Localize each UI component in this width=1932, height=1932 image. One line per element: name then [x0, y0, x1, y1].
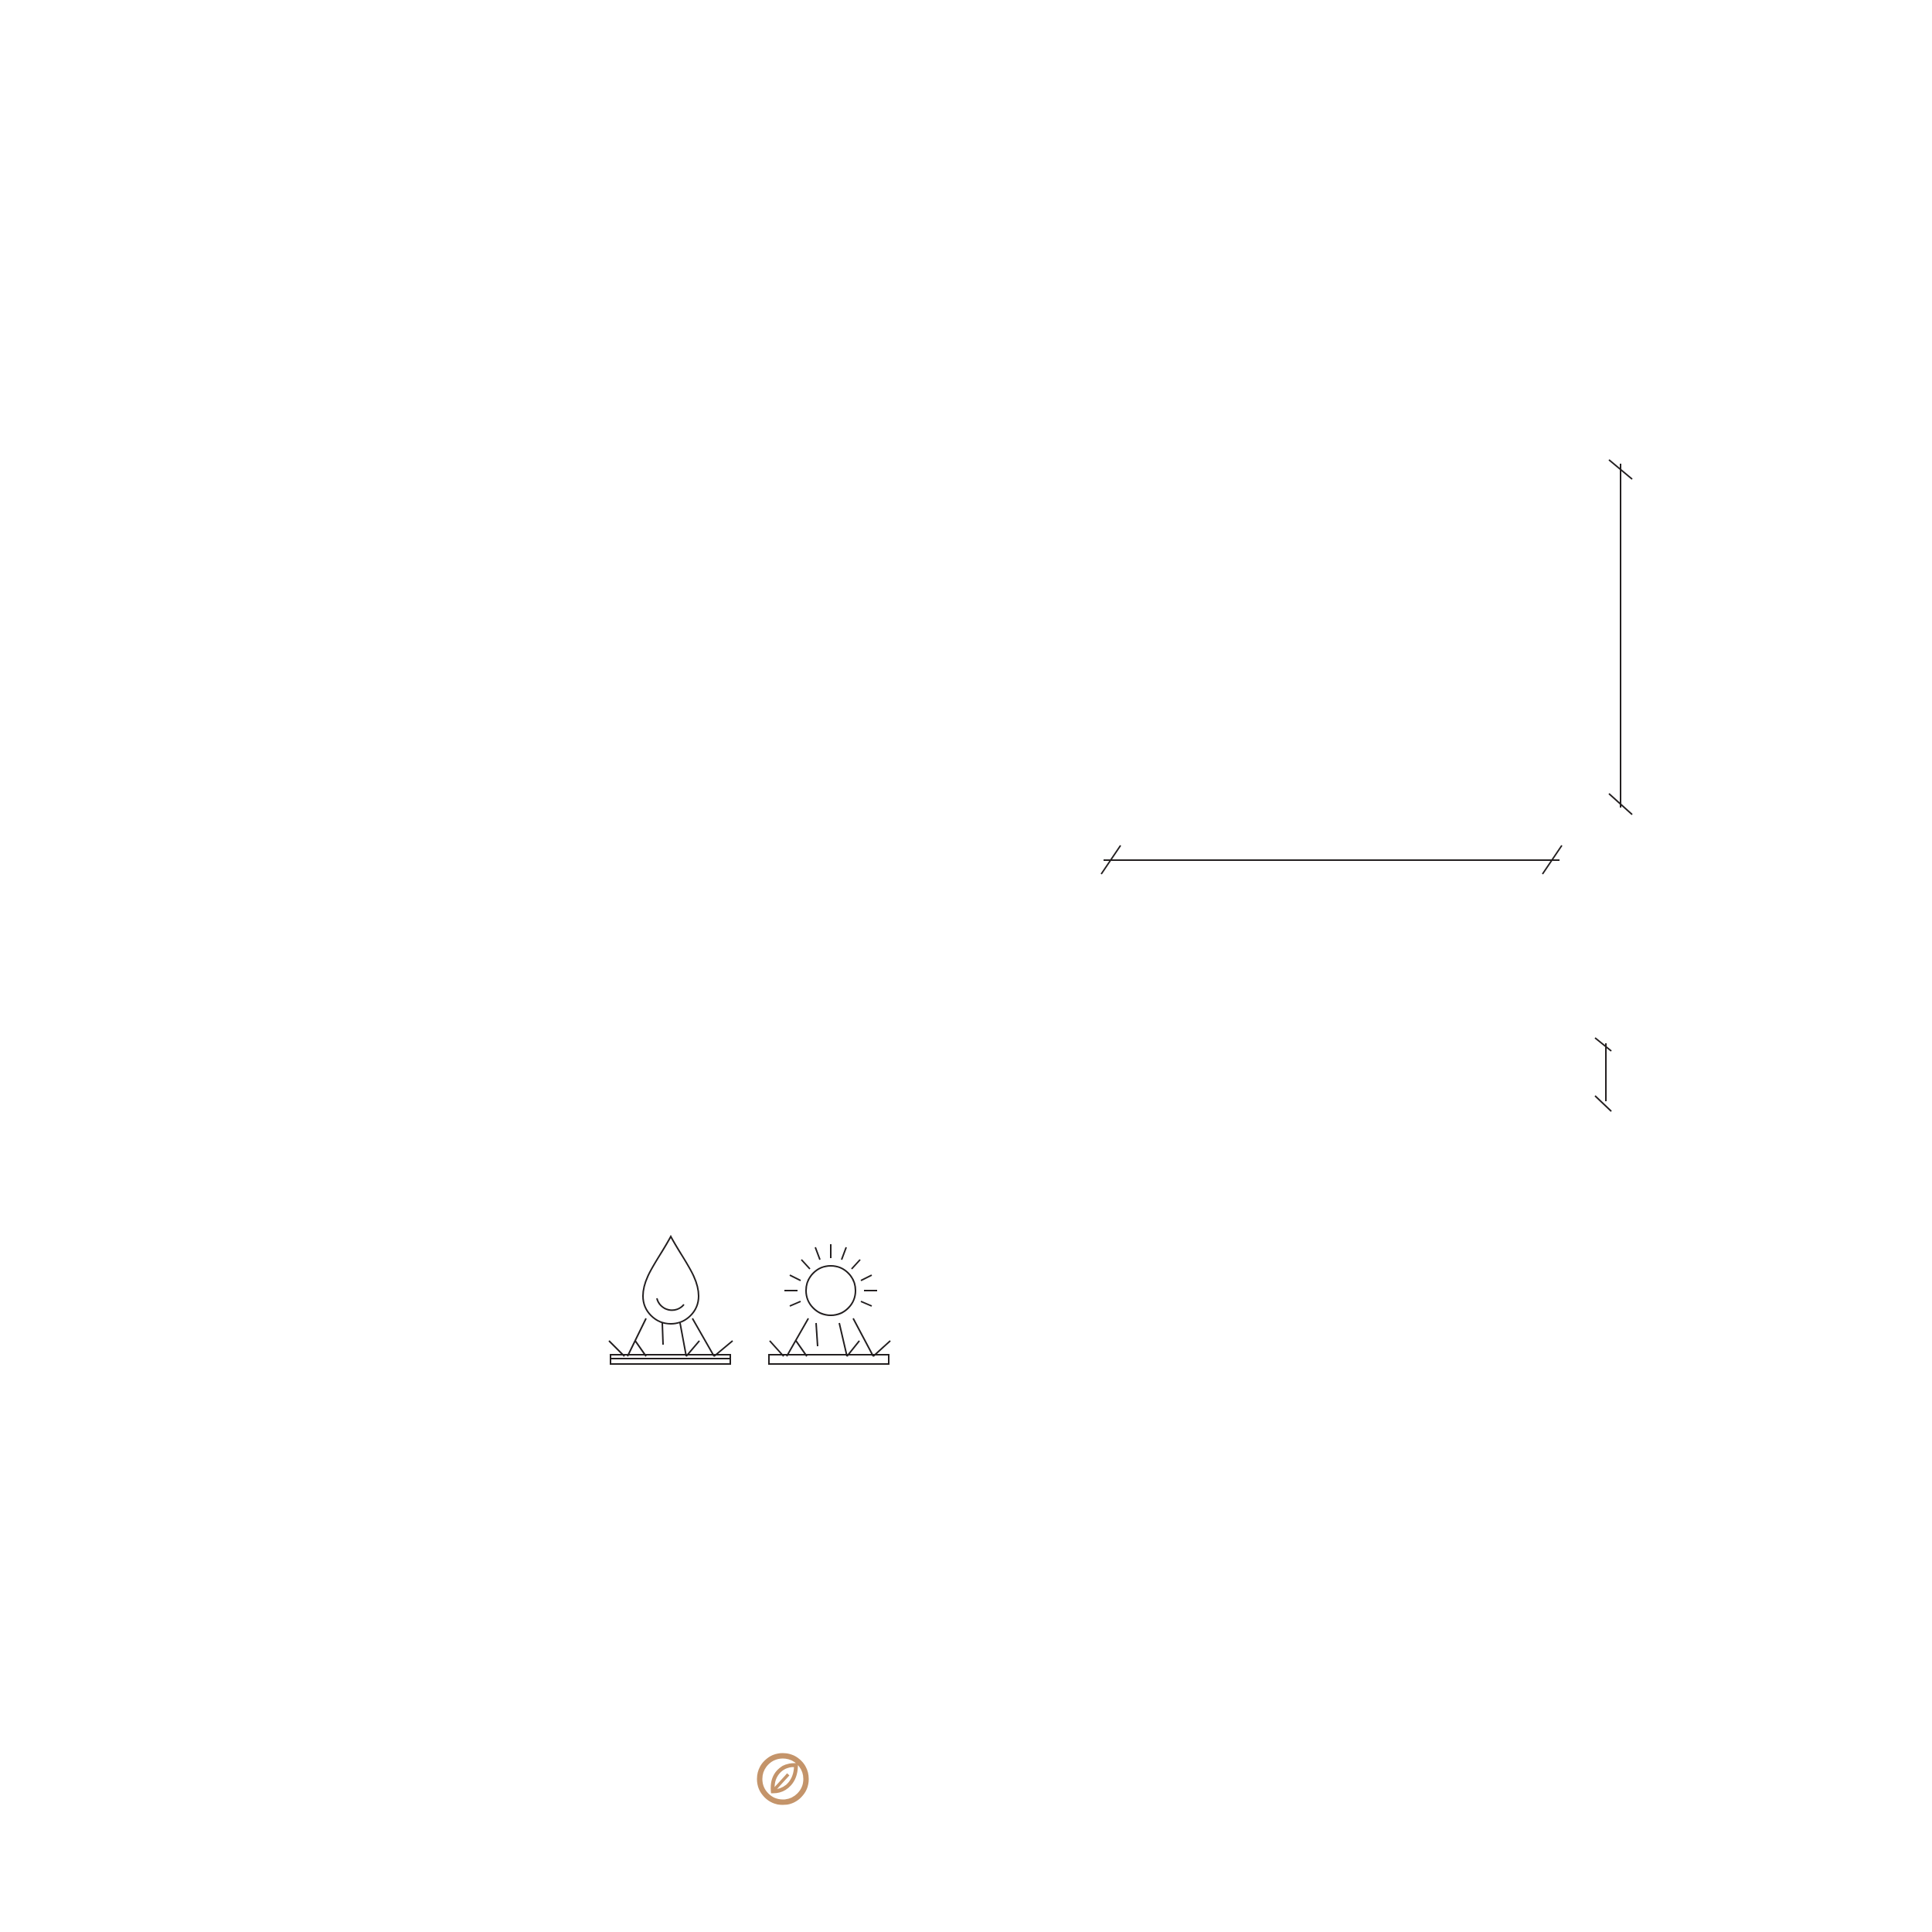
uv-resistant-icon	[769, 1244, 890, 1364]
weight-row	[179, 1246, 186, 1277]
product-specs	[179, 1246, 186, 1277]
width-dimension-line	[1101, 845, 1562, 874]
height-dimension-line	[1609, 460, 1632, 815]
water-resistant-icon	[609, 1236, 733, 1364]
depth-dimension-line	[1595, 1038, 1611, 1111]
brand-logo	[753, 1748, 817, 1810]
